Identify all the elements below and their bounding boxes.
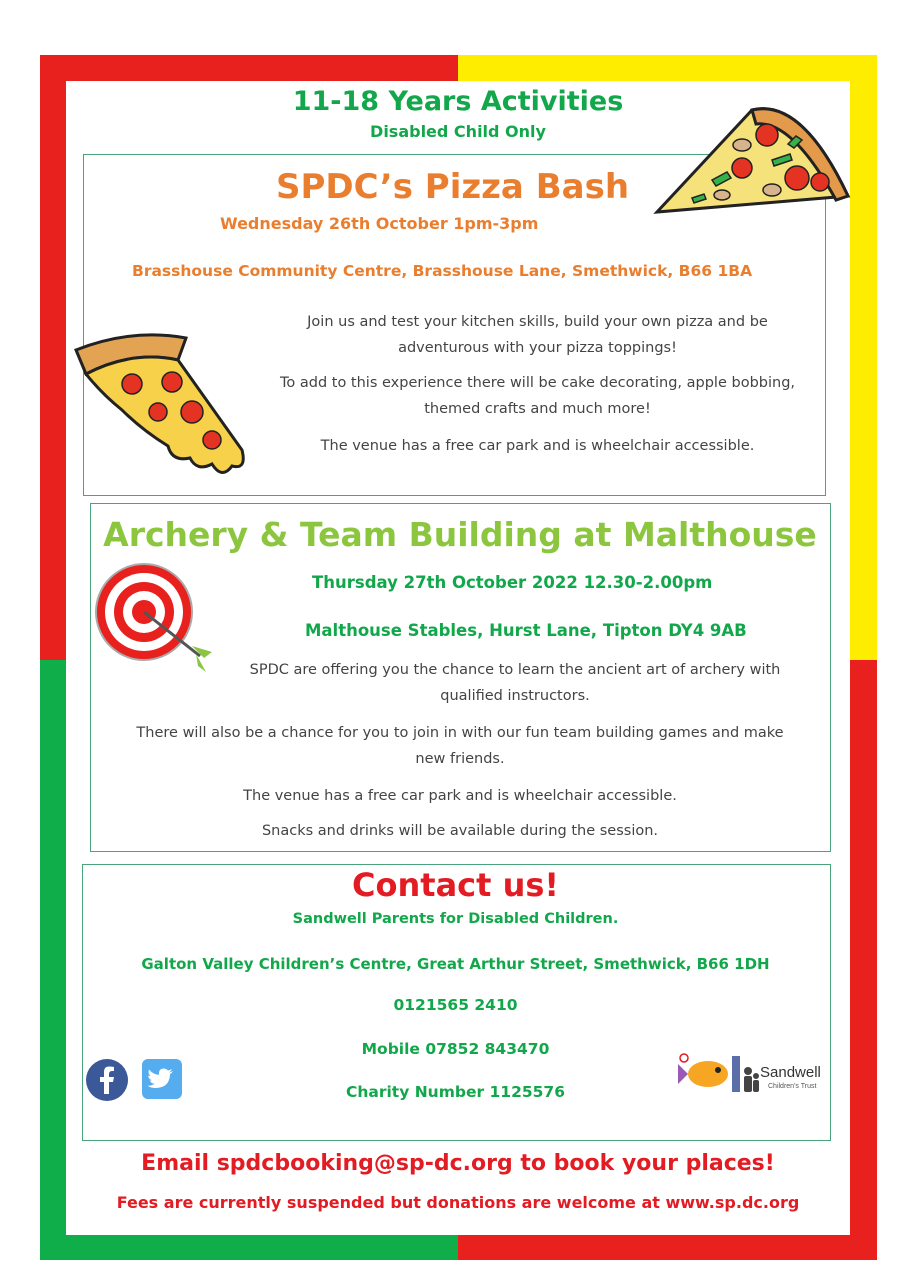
contact-address: Galton Valley Children’s Centre, Great Arthur Street, Smethwick, B66 1DH — [141, 955, 770, 973]
pizza-text-1b: adventurous with your pizza toppings! — [398, 340, 677, 356]
pizza-text-2b: themed crafts and much more! — [424, 401, 651, 417]
contact-title: Contact us! — [352, 866, 559, 904]
archery-text-3: The venue has a free car park and is wheelchair accessible. — [243, 788, 677, 804]
archery-title: Archery & Team Building at Malthouse — [103, 515, 817, 554]
sandwell-logo-subtext: Children's Trust — [768, 1083, 817, 1090]
facebook-icon[interactable] — [85, 1058, 129, 1102]
contact-mobile: Mobile 07852 843470 — [361, 1040, 550, 1058]
archery-text-2a: There will also be a chance for you to join in with our fun team building games and make — [136, 725, 784, 741]
email-line: Email spdcbooking@sp-dc.org to book your places! — [141, 1151, 775, 1176]
contact-charity: Charity Number 1125576 — [345, 1083, 566, 1101]
sandwell-logo — [676, 1050, 826, 1098]
fish-logo-icon — [676, 1050, 742, 1098]
pizza-title: SPDC’s Pizza Bash — [275, 167, 630, 207]
page-title: 11-18 Years Activities — [292, 86, 624, 117]
page-subtitle: Disabled Child Only — [370, 122, 546, 141]
family-silhouette-icon — [742, 1066, 760, 1092]
archery-date: Thursday 27th October 2022 12.30-2.00pm — [312, 573, 713, 592]
twitter-icon[interactable] — [141, 1058, 183, 1100]
pizza-venue: Brasshouse Community Centre, Brasshouse Lane, Smethwick, B66 1BA — [132, 262, 753, 280]
archery-text-2b: new friends. — [415, 751, 505, 767]
archery-text-1b: qualified instructors. — [440, 688, 590, 704]
archery-venue: Malthouse Stables, Hurst Lane, Tipton DY4 9AB — [305, 621, 747, 640]
contact-org: Sandwell Parents for Disabled Children. — [292, 911, 619, 927]
pizza-text-2a: To add to this experience there will be cake decorating, apple bobbing, — [279, 375, 796, 391]
pizza-text-3: The venue has a free car park and is wheelchair accessible. — [320, 438, 755, 454]
pizza-text-1a: Join us and test your kitchen skills, build your own pizza and be — [307, 314, 768, 330]
archery-text-4: Snacks and drinks will be available during the session. — [261, 823, 659, 839]
archery-text-1a: SPDC are offering you the chance to learn the ancient art of archery with — [249, 662, 781, 678]
fees-line: Fees are currently suspended but donations are welcome at www.sp.dc.org — [116, 1193, 800, 1212]
pizza-slice-icon — [652, 100, 852, 222]
pizza-slice-icon — [72, 330, 254, 478]
contact-phone: 0121565 2410 — [393, 996, 518, 1014]
pizza-date: Wednesday 26th October 1pm-3pm — [220, 214, 539, 233]
sandwell-logo-text: Sandwell — [760, 1064, 821, 1081]
archery-target-icon — [92, 560, 218, 676]
